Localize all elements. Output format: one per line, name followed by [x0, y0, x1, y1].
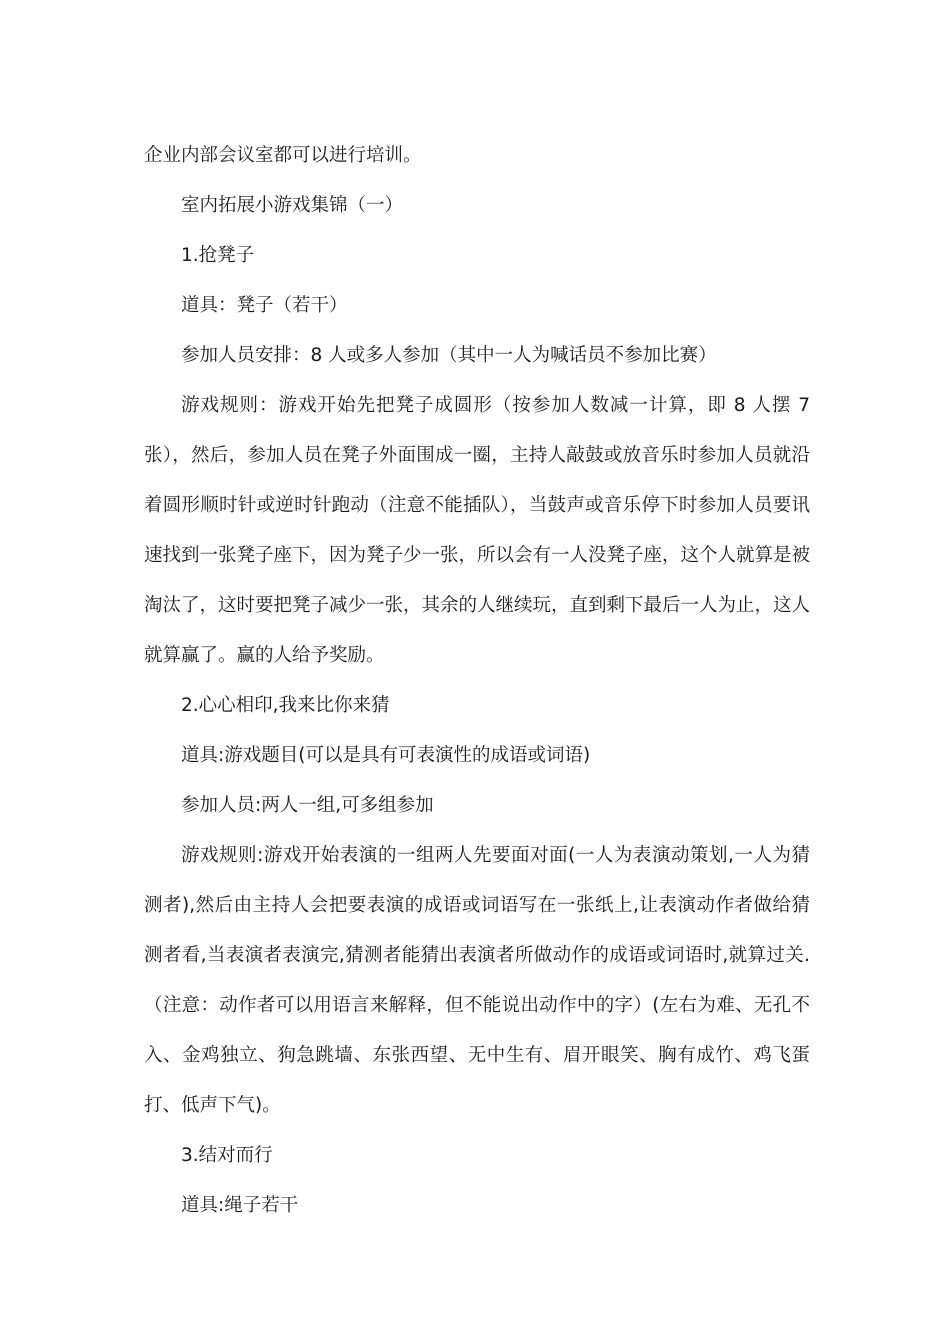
game-title-2: 2.心心相印,我来比你来猜	[181, 695, 390, 716]
document-body	[144, 131, 810, 1231]
game-2-rules: 游戏规则:游戏开始表演的一组两人先要面对面(一人为表演动策划,一人为猜测者),然后由主持人会把要表演的成语或词语写在一张纸上,让表演动作者做给猜测者看,当表演者表演完,猜测者能猜出表演者所做动作的成语或词语时,就算过关.（注意：动作者可以用语言来解释，但不能说出动作中的字）(左右为难、无孔不入、金鸡独立、狗急跳墙、东张西望、无中生有、眉开眼笑、胸有成竹、鸡飞蛋打、低声下气)。	[144, 845, 810, 1116]
game-2-props: 道具:游戏题目(可以是具有可表演性的成语或词语)	[181, 745, 591, 766]
game-title-1: 1.抢凳子	[181, 245, 255, 266]
section-heading: 室内拓展小游戏集锦（一）	[181, 195, 404, 216]
game-1-rules: 游戏规则：游戏开始先把凳子成圆形（按参加人数减一计算，即 8 人摆 7 张），然后，参加人员在凳子外面围成一圈，主持人敲鼓或放音乐时参加人员就沿着圆形顺时针或逆时针跑动（注意不能插队），当鼓声或音乐停下时参加人员要讯速找到一张凳子座下，因为凳子少一张，所以会有一人没凳子座，这个人就算是被淘汰了，这时要把凳子减少一张，其余的人继续玩，直到剩下最后一人为止，这人就算赢了。赢的人给予奖励。	[144, 395, 811, 666]
paragraph-intro-end: 企业内部会议室都可以进行培训。	[144, 145, 422, 166]
game-1-props: 道具：凳子（若干）	[181, 295, 348, 316]
game-1-participants: 参加人员安排：8 人或多人参加（其中一人为喊话员不参加比赛）	[181, 345, 717, 366]
game-2-participants: 参加人员:两人一组,可多组参加	[181, 795, 434, 816]
game-3-props: 道具:绳子若干	[181, 1195, 299, 1216]
game-title-3: 3.结对而行	[181, 1145, 273, 1166]
